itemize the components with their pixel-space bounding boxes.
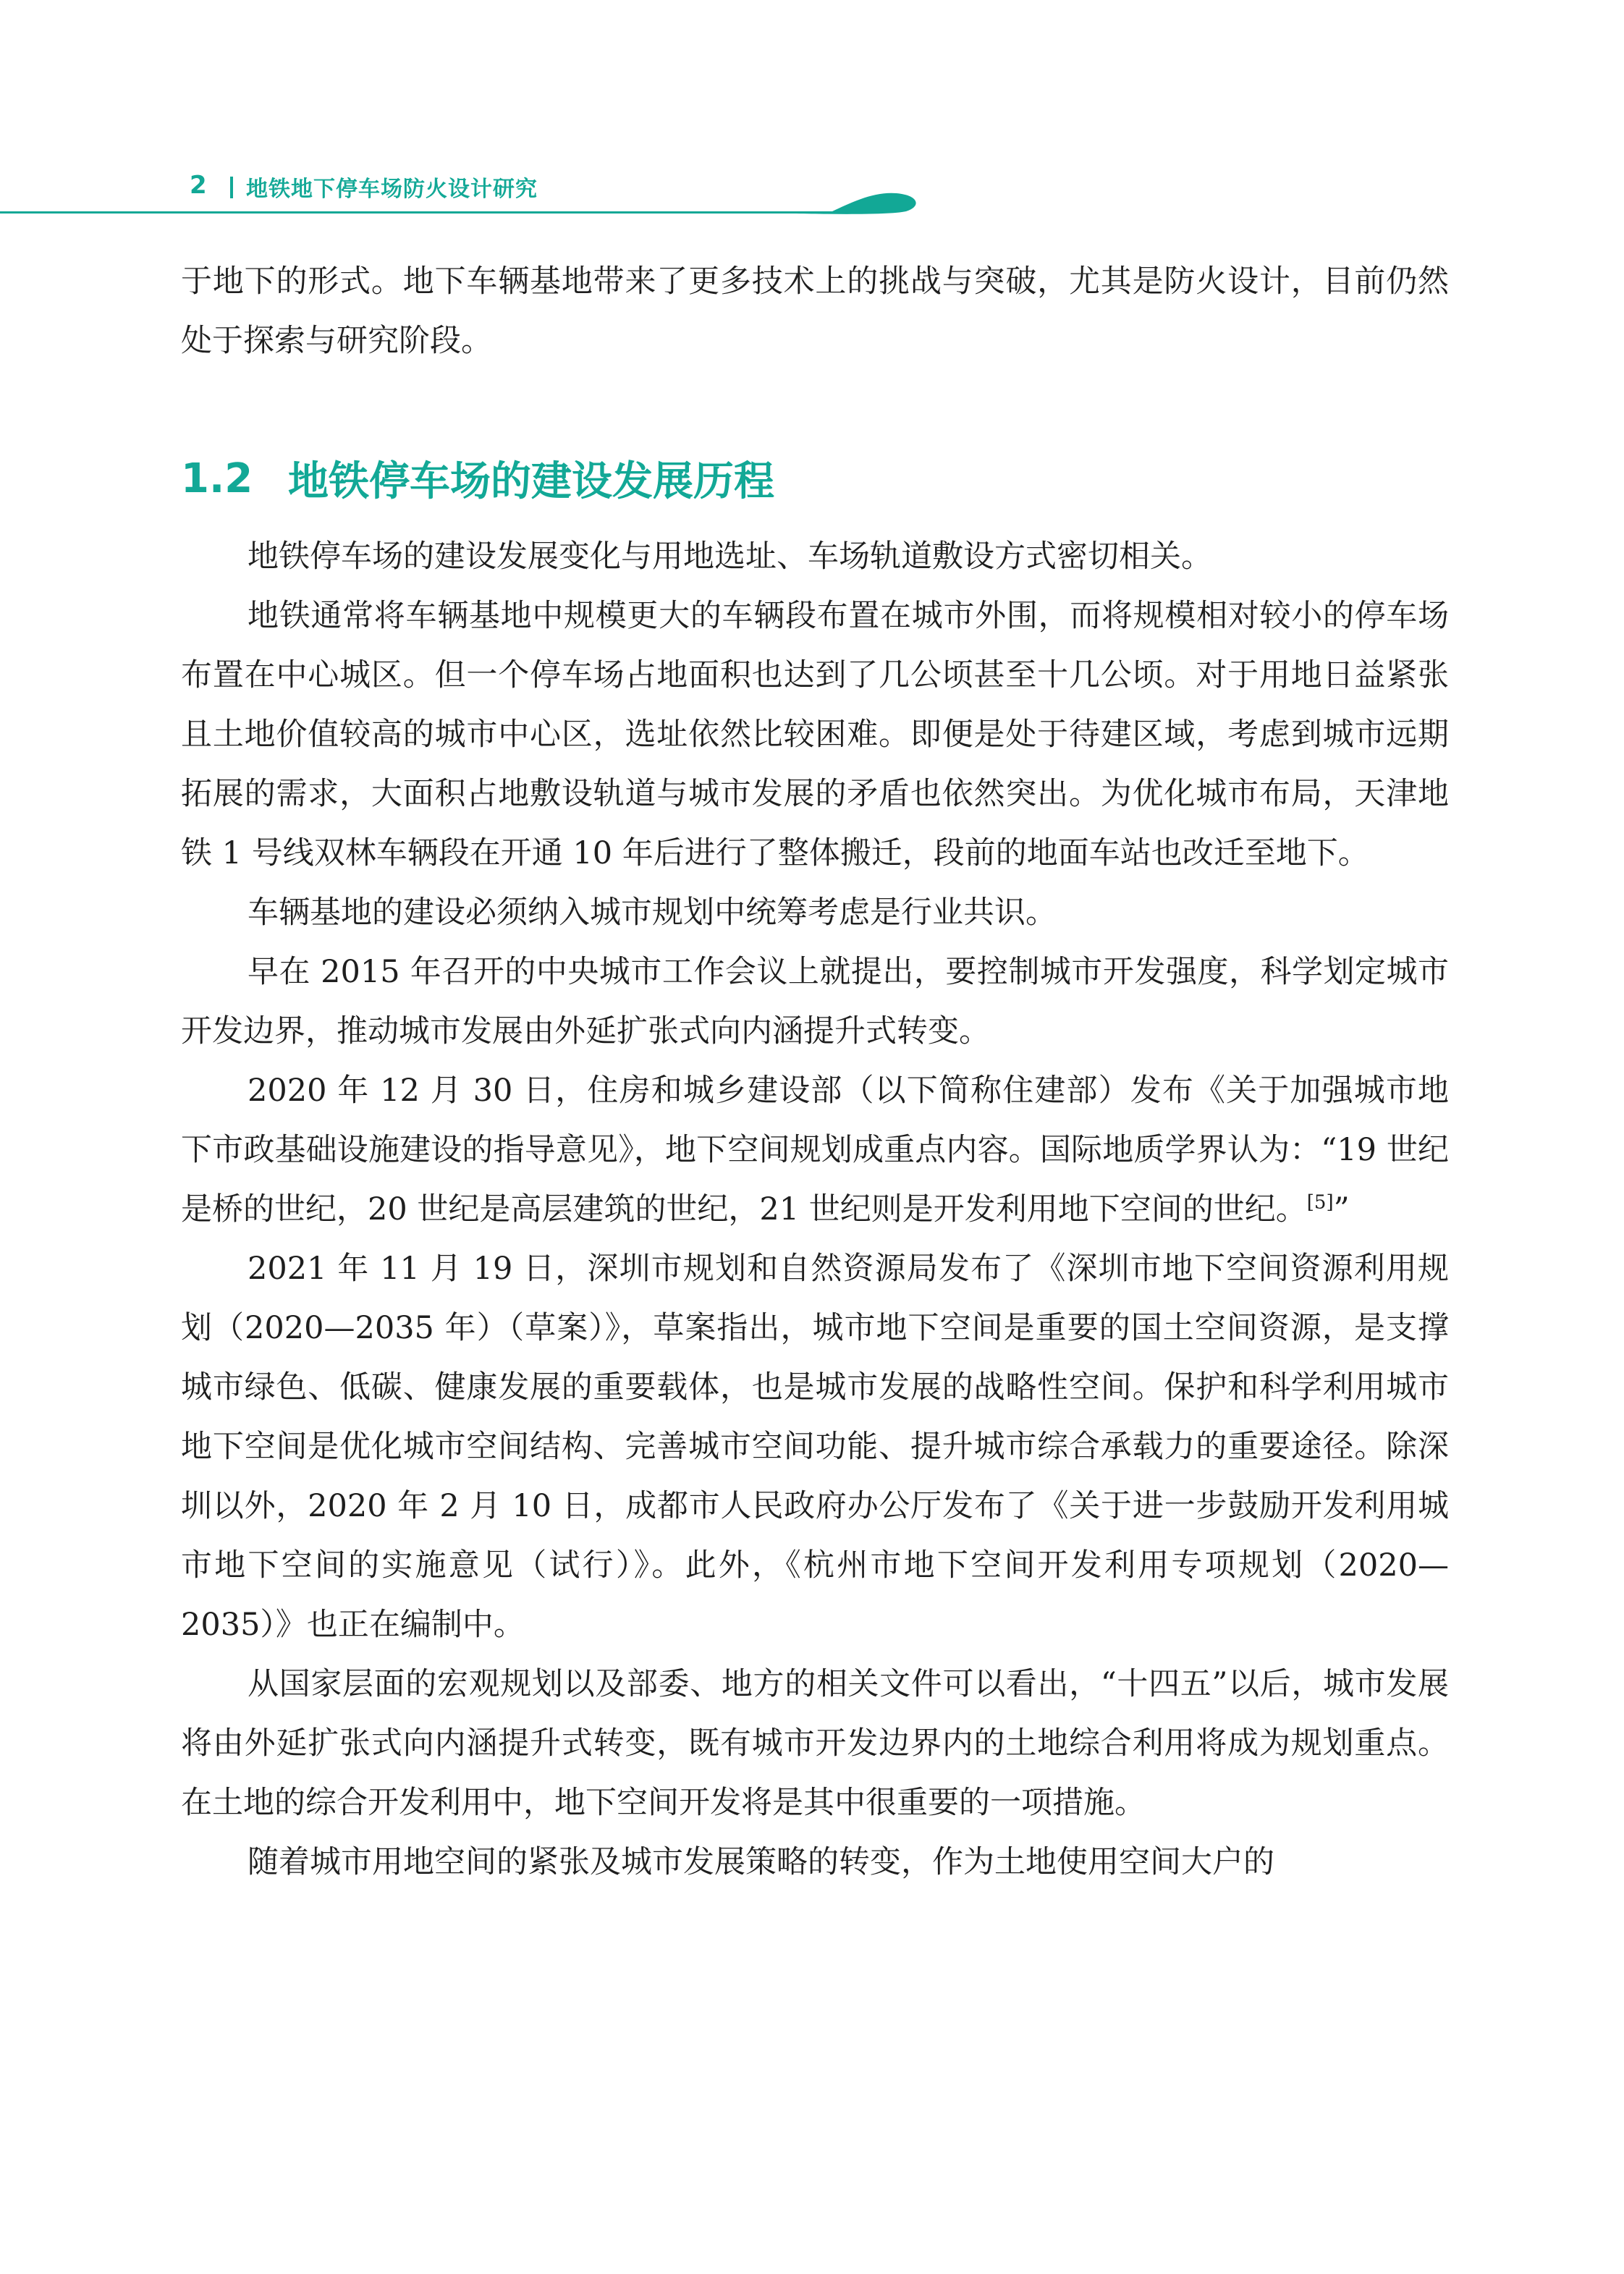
section-number: 1.2 <box>181 455 253 502</box>
paragraph: 2021 年 11 月 19 日，深圳市规划和自然资源局发布了《深圳市地下空间资源利用规划（2020—2035 年）（草案）》，草案指出，城市地下空间是重要的国土空间资源，是支撑城市绿色、低碳、健康发展的重要载体，也是城市发展的战略性空间。保护和科学利用城市地下空间是优化城市空间结构、完善城市空间功能、提升城市综合承载力的重要途径。除深圳以外，2020 年 2 月 10 日，成都市人民政府办公厅发布了《关于进一步鼓励开发利用城市地下空间的实施意见（试行）》。此外，《杭州市地下空间开发利用专项规划（2020—2035）》也正在编制中。 <box>181 1251 1449 1643</box>
paragraph: 地铁停车场的建设发展变化与用地选址、车场轨道敷设方式密切相关。 <box>248 538 1212 575</box>
section-title: 地铁停车场的建设发展历程 <box>288 458 774 505</box>
paragraph <box>181 1061 1449 1239</box>
paragraph: 随着城市用地空间的紧张及城市发展策略的转变，作为土地使用空间大户的 <box>248 1844 1274 1880</box>
closing-quote: ” <box>1333 1191 1350 1227</box>
page-body <box>181 252 1449 1892</box>
running-title: 地铁地下停车场防火设计研究 <box>246 177 538 202</box>
paragraph: 从国家层面的宏观规划以及部委、地方的相关文件可以看出，“十四五”以后，城市发展将由外延扩张式向内涵提升式转变，既有城市开发边界内的土地综合利用将成为规划重点。在土地的综合开发利用中，地下空间开发将是其中很重要的一项措施。 <box>181 1666 1449 1821</box>
page-header <box>0 0 1624 232</box>
paragraph: 车辆基地的建设必须纳入城市规划中统筹考虑是行业共识。 <box>248 895 1057 931</box>
page-number: 2 <box>190 171 207 200</box>
paragraph-text: 2020 年 12 月 30 日，住房和城乡建设部（以下简称住建部）发布《关于加强城市地下市政基础设施建设的指导意见》，地下空间规划成重点内容。国际地质学界认为：“19 世纪是桥的世纪，20 世纪是高层建筑的世纪，21 世纪则是开发利用地下空间的世纪。 <box>181 1073 1449 1227</box>
section-heading <box>181 446 1449 511</box>
intro-paragraph: 于地下的形式。地下车辆基地带来了更多技术上的挑战与突破，尤其是防火设计，目前仍然处于探索与研究阶段。 <box>181 263 1449 359</box>
header-separator <box>230 177 233 198</box>
paragraph: 地铁通常将车辆基地中规模更大的车辆段布置在城市外围，而将规模相对较小的停车场布置在中心城区。但一个停车场占地面积也达到了几公顷甚至十几公顷。对于用地日益紧张且土地价值较高的城市中心区，选址依然比较困难。即便是处于待建区域，考虑到城市远期拓展的需求，大面积占地敷设轨道与城市发展的矛盾也依然突出。为优化城市布局，天津地铁 1 号线双林车辆段在开通 10 年后进行了整体搬迁，段前的地面车站也改迁至地下。 <box>181 598 1449 871</box>
header-wave-decoration <box>0 0 1624 232</box>
citation-reference[interactable]: [5] <box>1306 1191 1334 1214</box>
paragraph: 早在 2015 年召开的中央城市工作会议上就提出，要控制城市开发强度，科学划定城市开发边界，推动城市发展由外延扩张式向内涵提升式转变。 <box>181 954 1449 1049</box>
